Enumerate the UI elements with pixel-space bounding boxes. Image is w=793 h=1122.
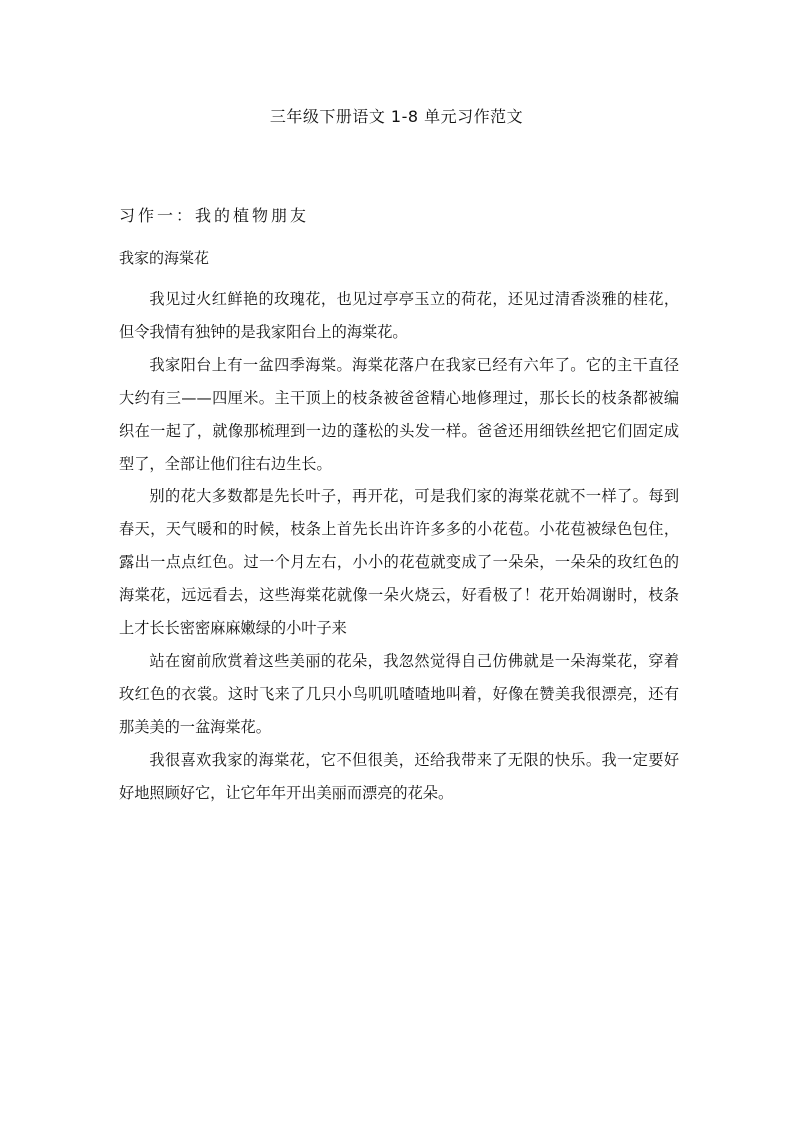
document-title: 三年级下册语文 1-8 单元习作范文 bbox=[269, 107, 524, 126]
essay-body bbox=[119, 283, 679, 810]
paragraph: 别的花大多数都是先长叶子，再开花，可是我们家的海棠花就不一样了。每到春天，天气暖和的时候，枝条上首先长出许许多多的小花苞。小花苞被绿色包住，露出一点点红色。过一个月左右，小小的花苞就变成了一朵朵，一朵朵的玫红色的海棠花，远远看去，这些海棠花就像一朵火烧云，好看极了！花开始凋谢时，枝条上才长长密密麻麻嫩绿的小叶子来 bbox=[119, 487, 679, 638]
paragraph: 我很喜欢我家的海棠花，它不但很美，还给我带来了无限的快乐。我一定要好好地照顾好它，让它年年开出美丽而漂亮的花朵。 bbox=[119, 750, 679, 802]
paragraph: 站在窗前欣赏着这些美丽的花朵，我忽然觉得自己仿佛就是一朵海棠花，穿着玫红色的衣裳。这时飞来了几只小鸟叽叽喳喳地叫着，好像在赞美我很漂亮，还有那美美的一盆海棠花。 bbox=[119, 651, 679, 736]
section-heading: 习作一：我的植物朋友 bbox=[119, 206, 310, 225]
paragraph: 我见过火红鲜艳的玫瑰花，也见过亭亭玉立的荷花，还见过清香淡雅的桂花，但令我情有独钟的是我家阳台上的海棠花。 bbox=[119, 290, 679, 341]
paragraph: 我家阳台上有一盆四季海棠。海棠花落户在我家已经有六年了。它的主干直径大约有三——四厘米。主干顶上的枝条被爸爸精心地修理过，那长长的枝条都被编织在一起了，就像那梳理到一边的蓬松的头发一样。爸爸还用细铁丝把它们固定成型了，全部让他们往右边生长。 bbox=[119, 355, 679, 473]
essay-title: 我家的海棠花 bbox=[119, 249, 210, 267]
